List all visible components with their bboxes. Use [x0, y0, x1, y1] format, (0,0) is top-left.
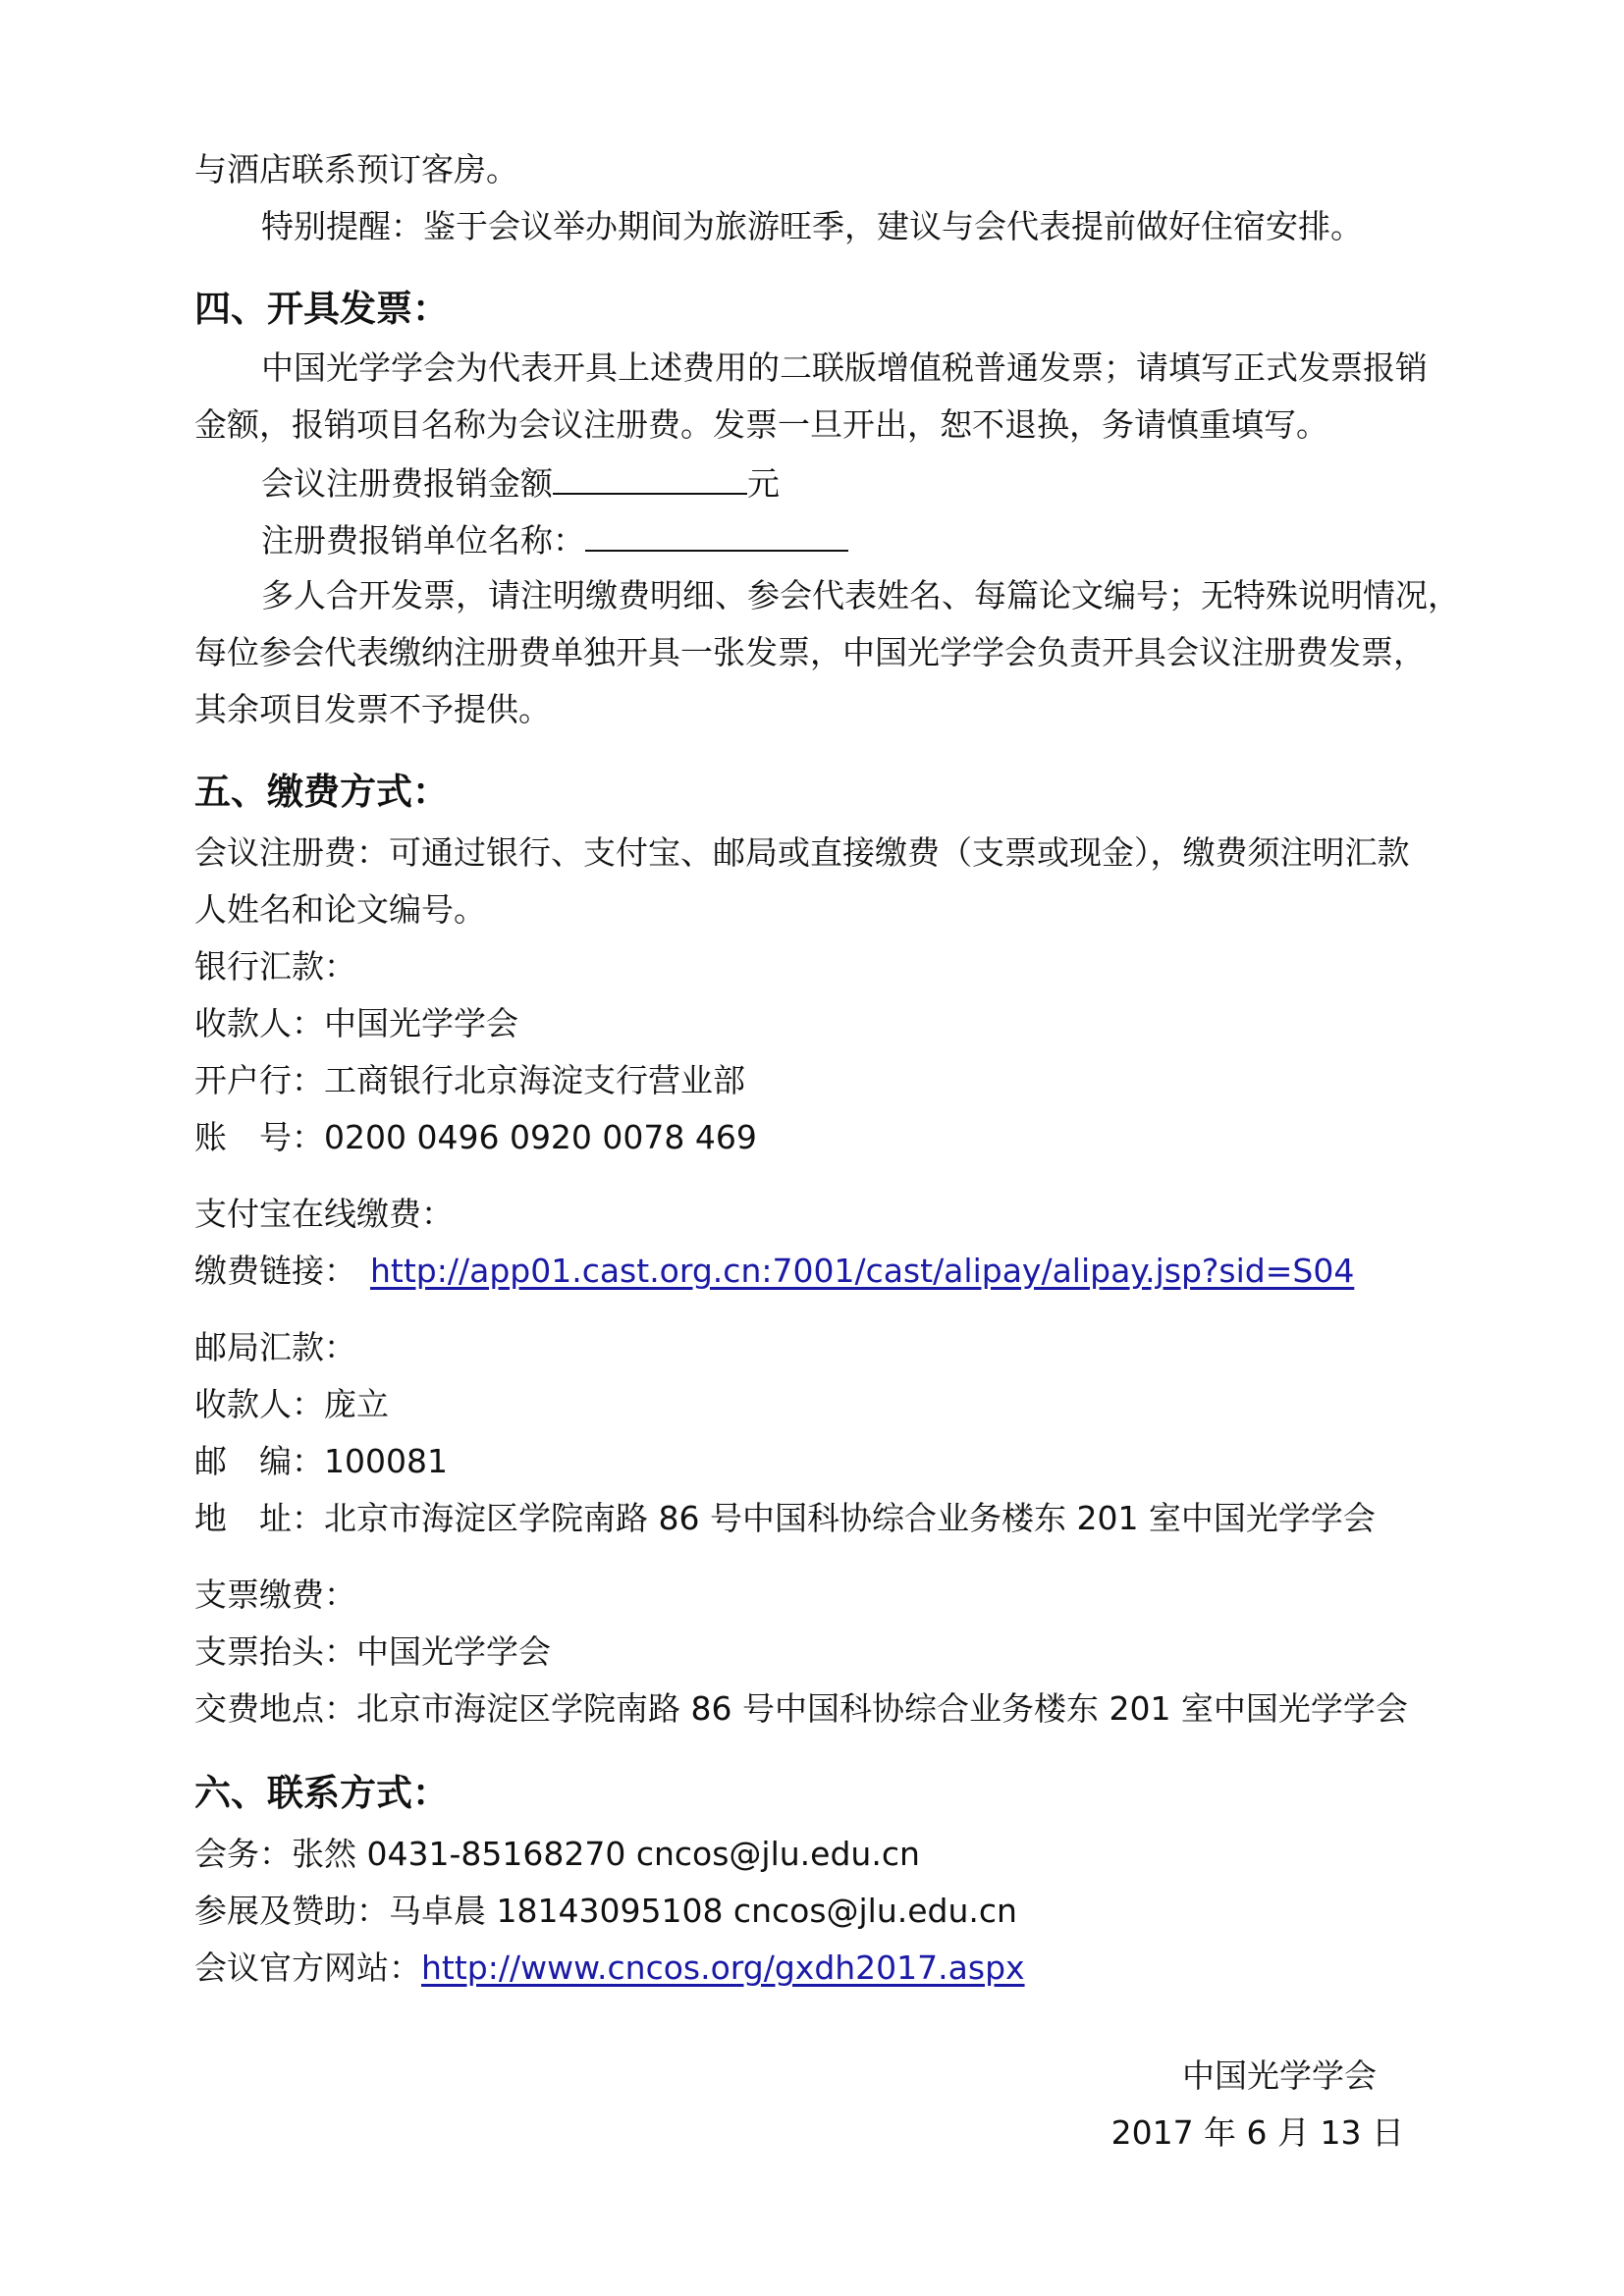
signature-org: 中国光学学会: [1182, 2056, 1377, 2095]
post-transfer-title: 邮局汇款：: [194, 1328, 356, 1366]
alipay-link-row: [194, 1249, 1354, 1294]
section-heading-contact: 六、联系方式：: [194, 1772, 449, 1814]
official-site-link[interactable]: http://www.cncos.org/gxdh2017.aspx: [421, 1949, 1025, 1987]
signature-date: 2017 年 6 月 13 日: [1110, 2113, 1404, 2152]
reimbursement-unit-blank[interactable]: [585, 516, 848, 552]
multi-invoice-line: 其余项目发票不予提供。: [194, 690, 551, 728]
post-zip: 邮 编：100081: [194, 1442, 448, 1480]
section-heading-payment: 五、缴费方式：: [194, 771, 449, 813]
reimbursement-amount-blank[interactable]: [553, 459, 747, 495]
section-heading-invoice: 四、开具发票：: [194, 288, 449, 330]
post-payee: 收款人：庞立: [194, 1385, 389, 1423]
cheque-header: 支票抬头：中国光学学会: [194, 1632, 551, 1671]
hotel-booking-line: 与酒店联系预订客房。: [194, 150, 518, 188]
reimbursement-unit-label: 注册费报销单位名称：: [261, 521, 585, 560]
bank-payee: 收款人：中国光学学会: [194, 1004, 518, 1042]
invoice-paragraph-line: 中国光学学会为代表开具上述费用的二联版增值税普通发票；请填写正式发票报销: [261, 348, 1428, 387]
reimbursement-unit-row: [261, 516, 848, 563]
bank-account: 账 号：0200 0496 0920 0078 469: [194, 1118, 757, 1156]
cheque-title: 支票缴费：: [194, 1575, 356, 1614]
alipay-title: 支付宝在线缴费：: [194, 1195, 454, 1233]
alipay-link-label: 缴费链接：: [194, 1252, 356, 1290]
post-address: 地 址：北京市海淀区学院南路 86 号中国科协综合业务楼东 201 室中国光学学会: [194, 1499, 1376, 1537]
multi-invoice-line: 多人合开发票，请注明缴费明细、参会代表姓名、每篇论文编号；无特殊说明情况，: [261, 576, 1460, 614]
amount-unit: 元: [747, 464, 780, 503]
payment-intro-line: 会议注册费：可通过银行、支付宝、邮局或直接缴费（支票或现金），缴费须注明汇款: [194, 833, 1410, 872]
contact-affairs: 会务：张然 0431-85168270 cncos@jlu.edu.cn: [194, 1835, 920, 1873]
invoice-paragraph-line: 金额，报销项目名称为会议注册费。发票一旦开出，恕不退换，务请慎重填写。: [194, 405, 1328, 444]
special-reminder: 特别提醒：鉴于会议举办期间为旅游旺季，建议与会代表提前做好住宿安排。: [261, 207, 1363, 245]
reimbursement-amount-label: 会议注册费报销金额: [261, 464, 553, 503]
payment-intro-line: 人姓名和论文编号。: [194, 890, 486, 929]
multi-invoice-line: 每位参会代表缴纳注册费单独开具一张发票，中国光学学会负责开具会议注册费发票，: [194, 633, 1426, 671]
contact-sponsor: 参展及赞助：马卓晨 18143095108 cncos@jlu.edu.cn: [194, 1892, 1017, 1930]
reimbursement-amount-row: [261, 459, 780, 507]
bank-transfer-title: 银行汇款：: [194, 947, 356, 986]
official-site-label: 会议官方网站：: [194, 1949, 421, 1987]
alipay-payment-link[interactable]: http://app01.cast.org.cn:7001/cast/alipay/alipay.jsp?sid=S04: [370, 1252, 1355, 1290]
official-site-row: [194, 1946, 1025, 1991]
bank-branch: 开户行：工商银行北京海淀支行营业部: [194, 1061, 745, 1099]
cheque-place: 交费地点：北京市海淀区学院南路 86 号中国科协综合业务楼东 201 室中国光学学会: [194, 1689, 1408, 1728]
